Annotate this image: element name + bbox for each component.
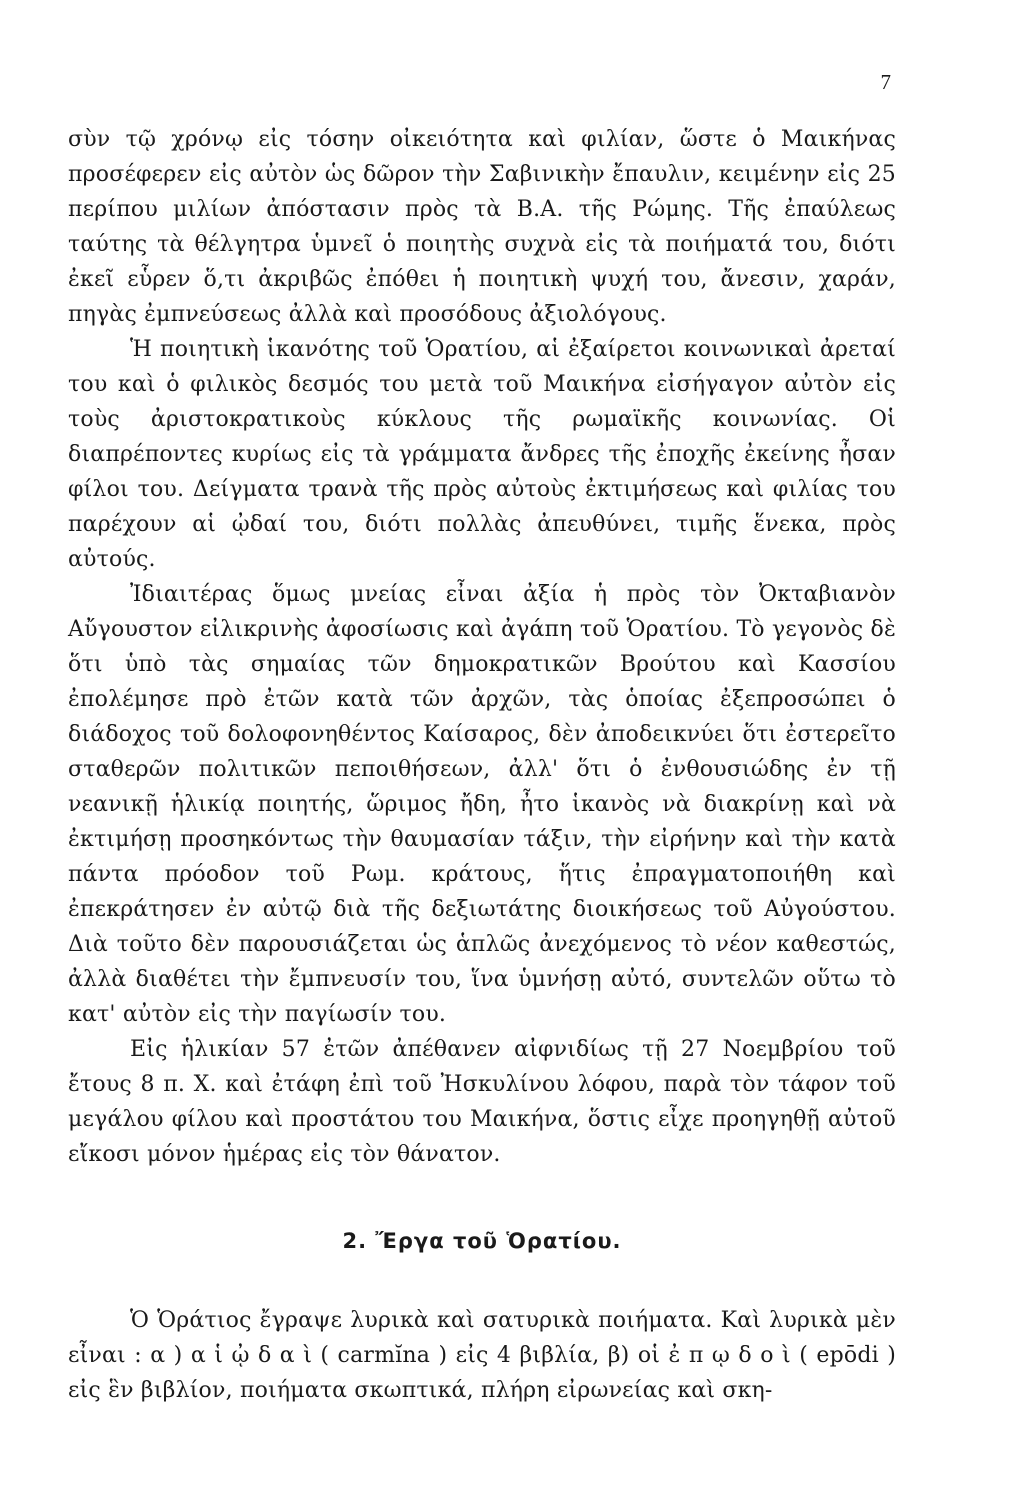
paragraph-2: Ἡ ποιητικὴ ἱκανότης τοῦ Ὁρατίου, αἱ ἐξαίρετοι κοινωνικαὶ ἀρεταί του καὶ ὁ φιλικὸς δεσμός του μετὰ τοῦ Μαικήνα εἰσήγαγον αὐτὸν εἰς τοὺς ἀριστοκρατικοὺς κύκλους τῆς ρωμαϊκῆς κοινωνίας. Οἱ διαπρέποντες κυρίως εἰς τὰ γράμματα ἄνδρες τῆς ἐποχῆς ἐκείνης ἦσαν φίλοι του. Δείγματα τρανὰ τῆς πρὸς αὐτοὺς ἐκτιμήσεως καὶ φιλίας του παρέχουν αἱ ᾠδαί του, διότι πολλὰς ἀπευθύνει, τιμῆς ἕνεκα, πρὸς αὐτούς.: [68, 337, 896, 572]
paragraph-3: Ἰδιαιτέρας ὅμως μνείας εἶναι ἀξία ἡ πρὸς τὸν Ὀκταβιανὸν Αὔγουστον εἰλικρινὴς ἀφοσίωσις καὶ ἀγάπη τοῦ Ὁρατίου. Τὸ γεγονὸς δὲ ὅτι ὑπὸ τὰς σημαίας τῶν δημοκρατικῶν Βρούτου καὶ Κασσίου ἐπολέμησε πρὸ ἐτῶν κατὰ τῶν ἀρχῶν, τὰς ὁποίας ἐξεπροσώπει ὁ διάδοχος τοῦ δολοφονηθέντος Καίσαρος, δὲν ἀποδεικνύει ὅτι ἐστερεῖτο σταθερῶν πολιτικῶν πεποιθήσεων, ἀλλ' ὅτι ὁ ἐνθουσιώδης ἐν τῇ νεανικῇ ἡλικίᾳ ποιητής, ὥριμος ἤδη, ἦτο ἱκανὸς νὰ διακρίνῃ καὶ νὰ ἐκτιμήσῃ προσηκόντως τὴν θαυμασίαν τάξιν, τὴν εἰρήνην καὶ τὴν κατὰ πάντα πρόοδον τοῦ Ρωμ. κράτους, ἥτις ἐπραγματοποιήθη καὶ ἐπεκράτησεν ἐν αὐτῷ διὰ τῆς δεξιωτάτης διοικήσεως τοῦ Αὐγούστου. Διὰ τοῦτο δὲν παρουσιάζεται ὡς ἁπλῶς ἀνεχόμενος τὸ νέον καθεστώς, ἀλλὰ διαθέτει τὴν ἔμπνευσίν του, ἵνα ὑμνήσῃ αὐτό, συντελῶν οὕτω τὸ κατ' αὐτὸν εἰς τὴν παγίωσίν του.: [68, 582, 896, 1027]
page-number: 7: [880, 70, 891, 94]
paragraph-1: σὺν τῷ χρόνῳ εἰς τόσην οἰκειότητα καὶ φιλίαν, ὥστε ὁ Μαικήνας προσέφερεν εἰς αὐτὸν ὡς δῶρον τὴν Σαβινικὴν ἔπαυλιν, κειμένην εἰς 25 περίπου μιλίων ἀπόστασιν πρὸς τὰ Β.Α. τῆς Ρώμης. Τῆς ἐπαύλεως ταύτης τὰ θέλγητρα ὑμνεῖ ὁ ποιητὴς συχνὰ εἰς τὰ ποιήματά του, διότι ἐκεῖ εὗρεν ὅ,τι ἀκριβῶς ἐπόθει ἡ ποιητικὴ ψυχή του, ἄνεσιν, χαράν, πηγὰς ἐμπνεύσεως ἀλλὰ καὶ προσόδους ἀξιολόγους.: [68, 127, 896, 327]
section-heading: 2. Ἔργα τοῦ Ὁρατίου.: [342, 1229, 622, 1253]
body-text: [68, 122, 896, 1408]
paragraph-5: Ὁ Ὁράτιος ἔγραψε λυρικὰ καὶ σατυρικὰ ποιήματα. Καὶ λυρικὰ μὲν εἶναι : α ) α ἱ ᾠ δ α ὶ ( carmĭna ) εἰς 4 βιβλία, β) οἱ ἐ π ῳ δ ο ὶ ( epōdi ) εἰς ἓν βιβλίον, ποιήματα σκωπτικά, πλήρη εἰρωνείας καὶ σκη-: [68, 1308, 896, 1403]
paragraph-4: Εἰς ἡλικίαν 57 ἐτῶν ἀπέθανεν αἰφνιδίως τῇ 27 Νοεμβρίου τοῦ ἔτους 8 π. Χ. καὶ ἐτάφη ἐπὶ τοῦ Ἠσκυλίνου λόφου, παρὰ τὸν τάφον τοῦ μεγάλου φίλου καὶ προστάτου του Μαικήνα, ὅστις εἶχε προηγηθῇ αὐτοῦ εἴκοσι μόνον ἡμέρας εἰς τὸν θάνατον.: [68, 1037, 896, 1167]
